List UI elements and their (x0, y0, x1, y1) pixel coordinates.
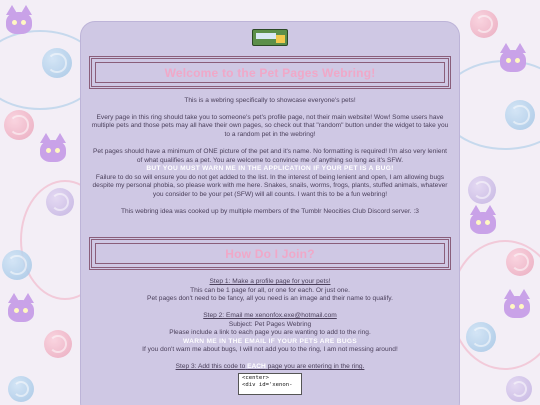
step-1-line-1: This can be 1 page for all, or one for each. Or just one. (190, 286, 350, 294)
yarn-ball-icon (2, 250, 32, 280)
webring-panel (81, 22, 459, 405)
rules-text-2: Failure to do so will ensure you do not get added to the list. In the interest of being lenient and open, I am allowing bugs despite my personal phobia, so please work with me here. Snakes, snails, worms, frogs, plants, stuffed animals, whatever you consider to be your pet (SFW) will all counts. I want this to be a fun webring! (92, 173, 448, 198)
yarn-ball-icon (506, 248, 534, 276)
step-2-line-3: If you don't warn me about bugs, I will not add you to the ring, I am not messing around! (142, 346, 398, 354)
join-title: How Do I Join? (225, 246, 315, 261)
logo-sign (256, 33, 276, 39)
cat-icon (470, 212, 496, 234)
join-title-box (89, 237, 451, 270)
welcome-title-box (89, 56, 451, 89)
step-1-heading: Step 1: Make a profile page for your pets! (209, 278, 331, 285)
rules-text: Pet pages should have a minimum of ONE picture of the pet and it's name. No formatting is required! I'm also very lenient of what qualifies as a pet. You are welcome to convince me of anything so long as it's SFW. (93, 147, 447, 164)
code-line-2: <div id='xenon- (242, 381, 293, 388)
step-1-line-2: Pet pages don't need to be fancy, all you need is an image and their name to qualify. (147, 295, 393, 303)
step-3-each: EACH (247, 363, 266, 371)
intro-paragraph: This is a webring specifically to showcase everyone's pets! (184, 97, 356, 104)
rules-paragraph (91, 148, 449, 200)
step-3-heading (176, 363, 365, 370)
step-2-bug-warning: WARN ME IN THE EMAIL IF YOUR PETS ARE BUGS (182, 337, 358, 345)
cat-icon (40, 140, 66, 162)
yarn-ball-icon (44, 330, 72, 358)
yarn-ball-icon (42, 48, 72, 78)
cat-icon (6, 12, 32, 34)
yarn-ball-icon (46, 188, 74, 216)
yarn-ball-icon (466, 322, 496, 352)
step-3-post: page you are entering in the ring. (267, 363, 365, 371)
profile-paragraph: Every page in this ring should take you to someone's pet's profile page, not their main website! Wow! Some users have multiple pets and those pets may all have their own pages, so check out that "random" button under the widget to take you to a random pet in the webring! (91, 113, 449, 139)
webring-code-box[interactable] (238, 373, 302, 395)
cat-icon (8, 300, 34, 322)
pet-pages-logo-icon[interactable] (252, 29, 288, 46)
welcome-content (91, 97, 449, 225)
step-2-subject: Subject: Pet Pages Webring (228, 320, 312, 328)
step-3 (91, 363, 449, 395)
yarn-ball-icon (8, 376, 34, 402)
join-content (91, 278, 449, 403)
cat-icon (504, 296, 530, 318)
yarn-ball-icon (4, 110, 34, 140)
step-3-pre: Step 3: Add this code to (175, 363, 246, 371)
logo-house (276, 35, 285, 43)
step-1 (91, 278, 449, 304)
yarn-ball-icon (470, 10, 498, 38)
credits-paragraph: This webring idea was cooked up by multiple members of the Tumblr Neocities Club Discord server. :3 (121, 207, 419, 215)
yarn-ball-icon (506, 376, 532, 402)
yarn-ball-icon (468, 176, 496, 204)
yarn-ball-icon (505, 100, 535, 130)
welcome-title: Welcome to the Pet Pages Webring! (164, 65, 376, 80)
code-line-1: <center> (242, 374, 269, 381)
step-2-line-2: Please include a link to each page you are wanting to add to the ring. (169, 329, 371, 337)
bug-warning: BUT YOU MUST WARN ME IN THE APPLICATION IF YOUR PET IS A BUG! (146, 165, 394, 173)
step-2 (91, 312, 449, 355)
cat-icon (500, 50, 526, 72)
step-2-email-link[interactable]: Step 2: Email me xenonfox.exe@hotmail.com (203, 312, 337, 320)
